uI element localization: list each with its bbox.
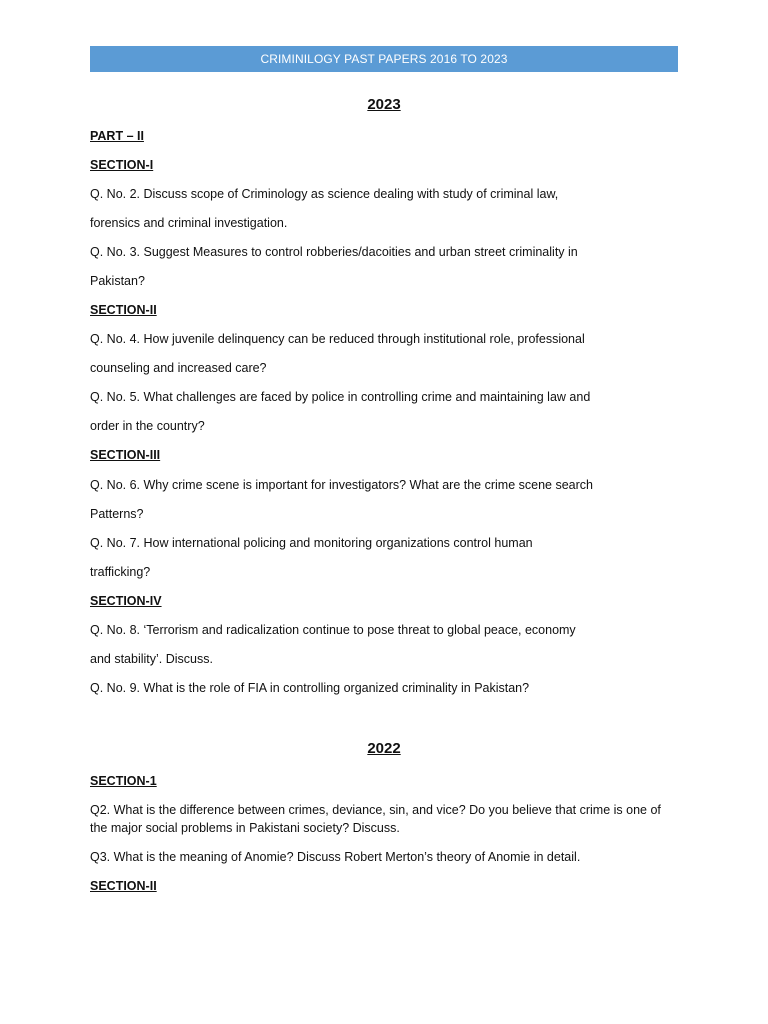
section-heading-4: SECTION-IV — [90, 594, 162, 608]
question-3-line-2: Pakistan? — [90, 274, 145, 288]
question-8-line-2: and stability’. Discuss. — [90, 652, 213, 666]
question-6-line-1: Q. No. 6. Why crime scene is important for investigators? What are the crime scene search — [90, 478, 593, 492]
section-heading-2022-1: SECTION-1 — [90, 774, 157, 788]
section-heading-1: SECTION-I — [90, 158, 154, 172]
section-heading-2: SECTION-II — [90, 303, 157, 317]
question-2-line-2: forensics and criminal investigation. — [90, 216, 288, 230]
question-2-line-1: Q. No. 2. Discuss scope of Criminology as science dealing with study of criminal law, — [90, 187, 559, 201]
question-7-line-2: trafficking? — [90, 565, 151, 579]
question-2022-2: Q2. What is the difference between crimes, deviance, sin, and vice? Do you believe that crime is one of the major social problems in Pakistani society? Discuss. — [90, 803, 661, 835]
question-4-line-1: Q. No. 4. How juvenile delinquency can be reduced through institutional role, professional — [90, 332, 585, 346]
question-4-line-2: counseling and increased care? — [90, 361, 267, 375]
section-heading-2022-2: SECTION-II — [90, 879, 157, 893]
part-heading: PART – II — [90, 129, 144, 143]
question-3-line-1: Q. No. 3. Suggest Measures to control robberies/dacoities and urban street criminality in — [90, 245, 578, 259]
question-5-line-1: Q. No. 5. What challenges are faced by police in controlling crime and maintaining law and — [90, 390, 591, 404]
question-5-line-2: order in the country? — [90, 419, 205, 433]
question-6-line-2: Patterns? — [90, 507, 144, 521]
section-heading-3: SECTION-III — [90, 448, 161, 462]
question-7-line-1: Q. No. 7. How international policing and monitoring organizations control human — [90, 536, 533, 550]
year-heading-2022: 2022 — [367, 740, 401, 757]
question-9-line-1: Q. No. 9. What is the role of FIA in controlling organized criminality in Pakistan? — [90, 681, 530, 695]
year-heading-2023: 2023 — [367, 96, 401, 113]
question-8-line-1: Q. No. 8. ‘Terrorism and radicalization continue to pose threat to global peace, economy — [90, 623, 576, 637]
document-title-banner: CRIMINILOGY PAST PAPERS 2016 TO 2023 — [90, 46, 678, 72]
question-2022-3: Q3. What is the meaning of Anomie? Discuss Robert Merton’s theory of Anomie in detail. — [90, 850, 581, 864]
